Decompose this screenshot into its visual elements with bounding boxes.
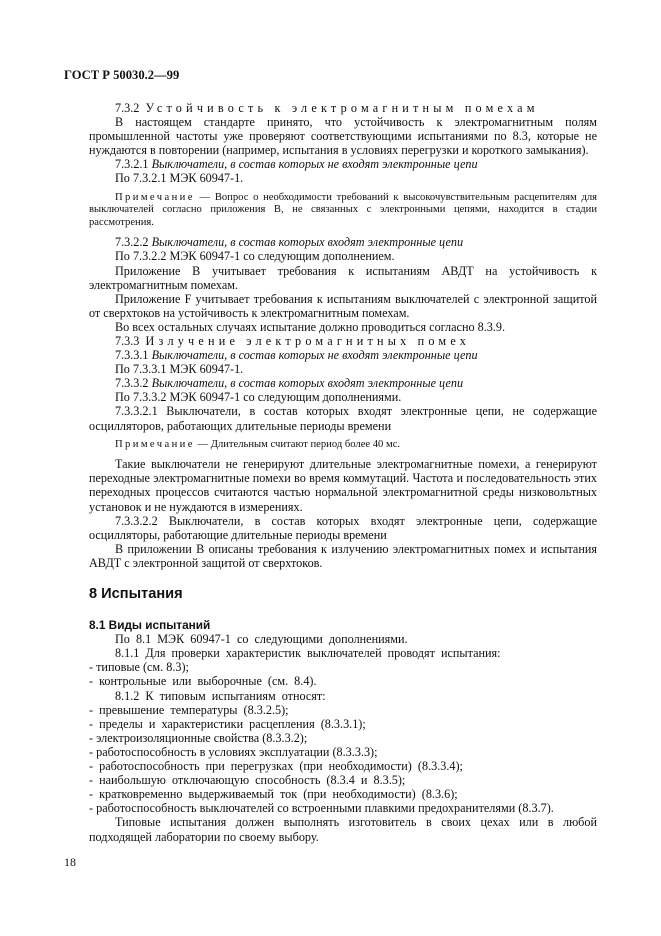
paragraph-8-1-1: 8.1.1 Для проверки характеристик выключателей проводят испытания: xyxy=(115,646,501,661)
paragraph-type-tests-performer: Типовые испытания должен выполнять изготовитель в своих цехах или в любой подходящей лаборатории по своему выбору. xyxy=(89,815,597,844)
subsection-title: Выключатели, в состав которых входят электронные цепи xyxy=(151,376,464,391)
paragraph-7-3-3-2-2: 7.3.3.2.2 Выключатели, в состав которых входят электронные цепи, содержащие осцилляторы, работающие длительные периоды времени xyxy=(89,513,597,542)
section-8-1-heading: 8.1 Виды испытаний xyxy=(89,618,211,633)
list-item: - превышение температуры (8.3.2.5); xyxy=(89,702,289,717)
subsection-number: 7.3.2.1 xyxy=(115,157,149,172)
note-1 xyxy=(89,192,597,230)
paragraph-7-3-2-intro: В настоящем стандарте принято, что устойчивость к электромагнитным полям промышленной частоты уже проверяют соответствующими испытаниями по 8.3, которые не нуждаются в повторении (например, испытания в условиях перегрузки и короткого замыкания). xyxy=(89,115,597,158)
list-item: - работоспособность выключателей со встроенными плавкими предохранителями (8.3.7). xyxy=(89,801,554,816)
page-content xyxy=(89,101,597,844)
subsection-7-3-3-1-heading xyxy=(89,348,597,362)
list-item: - контрольные или выборочные (см. 8.4). xyxy=(89,674,317,689)
section-title: Устойчивость к электромагнитным помехам xyxy=(145,101,539,115)
note-text: — Длительным считают период более 40 мс. xyxy=(194,438,401,450)
note-label: Примечание xyxy=(115,438,195,450)
subsection-number: 7.3.3.1 xyxy=(115,348,149,363)
section-7-3-2-heading xyxy=(89,101,597,115)
page-number: 18 xyxy=(64,855,76,869)
list-item: - наибольшую отключающую способность (8.3.4 и 8.3.5); xyxy=(89,773,406,788)
section-8-heading: 8 Испытания xyxy=(89,586,183,602)
paragraph-7-3-2-1: По 7.3.2.1 МЭК 60947-1. xyxy=(115,171,244,186)
subsection-number: 7.3.2.2 xyxy=(115,235,149,250)
section-number: 7.3.2 xyxy=(115,101,140,115)
section-number: 7.3.3 xyxy=(115,334,140,348)
paragraph-8-1-2: 8.1.2 К типовым испытаниям относят: xyxy=(115,688,326,703)
subsection-number: 7.3.3.2 xyxy=(115,376,149,391)
section-7-3-3-heading xyxy=(89,334,597,348)
paragraph-7-3-3-2: По 7.3.3.2 МЭК 60947-1 со следующим дополнениями. xyxy=(115,390,402,405)
document-code-header: ГОСТ Р 50030.2—99 xyxy=(64,68,180,82)
paragraph-7-3-3-1: По 7.3.3.1 МЭК 60947-1. xyxy=(115,362,244,377)
subsection-title: Выключатели, в состав которых не входят электронные цепи xyxy=(151,157,478,172)
paragraph-appendix-f: Приложение F учитывает требования к испытаниям выключателей с электронной защитой от сверхтоков на устойчивость к электромагнитным помехам. xyxy=(89,291,597,320)
paragraph-appendix-b: Приложение В учитывает требования к испытаниям АВДТ на устойчивость к электромагнитным помехам. xyxy=(89,263,597,292)
paragraph-transient-emissions: Такие выключатели не генерируют длительные электромагнитные помехи, а генерируют переходные электромагнитные помехи во время коммутаций. Частота и последовательность этих переходных процессов считаются частью нормальной электромагнитной среды низковольтных установок и не нуждаются в измерениях. xyxy=(89,457,597,514)
note-label: Примечание xyxy=(115,191,195,203)
list-item: - кратковременно выдерживаемый ток (при необходимости) (8.3.6); xyxy=(89,787,458,802)
list-item: - электроизоляционные свойства (8.3.3.2); xyxy=(89,730,308,745)
paragraph-other-cases: Во всех остальных случаях испытание должно проводиться согласно 8.3.9. xyxy=(115,319,506,334)
subsection-7-3-3-2-heading xyxy=(89,376,597,390)
note-2 xyxy=(89,439,597,452)
list-item: - пределы и характеристики расцепления (8.3.3.1); xyxy=(89,716,366,731)
list-item: - работоспособность в условиях эксплуатации (8.3.3.3); xyxy=(89,744,378,759)
subsection-7-3-2-1-heading xyxy=(89,157,597,171)
paragraph-8-1: По 8.1 МЭК 60947-1 со следующими дополнениями. xyxy=(115,632,408,647)
paragraph-appendix-b-emissions: В приложении В описаны требования к излучению электромагнитных помех и испытания АВДТ с электронной защитой от сверхтоков. xyxy=(89,541,597,570)
section-title: Излучение электромагнитных помех xyxy=(145,334,471,348)
paragraph-7-3-2-2: По 7.3.2.2 МЭК 60947-1 со следующим дополнением. xyxy=(115,249,395,264)
subsection-title: Выключатели, в состав которых не входят электронные цепи xyxy=(151,348,478,363)
note-text: — Вопрос о необходимости требований к высокочувствительным расцепителям для выключателей согласно приложения В, не связанных с электронными цепями, находится в стадии рассмотрения. xyxy=(89,191,597,228)
subsection-title: Выключатели, в состав которых входят электронные цепи xyxy=(151,235,464,250)
paragraph-7-3-3-2-1: 7.3.3.2.1 Выключатели, в состав которых входят электронные цепи, не содержащие осцилляторов, работающих длительные периоды времени xyxy=(89,404,597,433)
list-item: - работоспособность при перегрузках (при необходимости) (8.3.3.4); xyxy=(89,759,463,774)
list-item: - типовые (см. 8.3); xyxy=(89,660,189,675)
subsection-7-3-2-2-heading xyxy=(89,235,597,249)
